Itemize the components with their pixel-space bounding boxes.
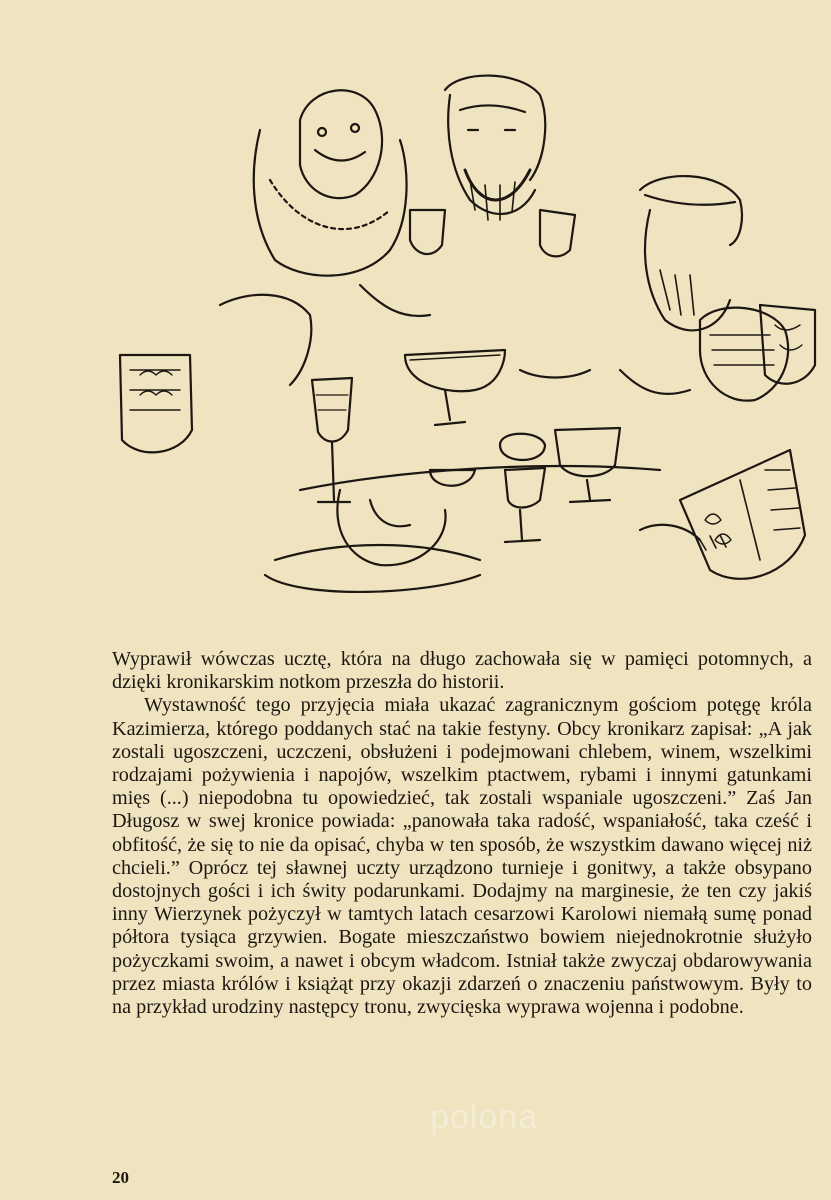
paragraph: Wyprawił wówczas ucztę, która na długo zachowała się w pamięci potomnych, a dzięki kronikarskim notkom przeszła do historii. [112,648,812,694]
feast-scene-icon [100,70,820,610]
paragraph: Wystawność tego przyjęcia miała ukazać zagranicznym gościom potęgę króla Kazimierza, którego poddanych stać na takie festyny. Obcy kronikarz zapisał: „A jak zostali ugoszczeni, uczczeni, obsłużeni i podejmowani chlebem, winem, wszelkimi rodzajami pożywienia i napojów, wszelkim ptactwem, rybami i innymi gatunkami mięs (...) niepodobna tu opowiedzieć, tak zostali wspaniale ugoszczeni.” Zaś Jan Długosz w swej kronice powiada: „panowała taka radość, wspaniałość, taka cześć i obfitość, że się to nie da opisać, chyba w ten sposób, że wszystkim dawano więcej niż chcieli.” Oprócz tej sławnej uczty urządzono turnieje i gonitwy, a także obsypano dostojnych gości i ich świty podarunkami. Dodajmy na marginesie, że ten czy jakiś inny Wierzynek pożyczył w tamtych latach cesarzowi Karolowi niemałą sumę ponad półtora tysiąca grzywien. Bogate mieszczaństwo bowiem niejednokrotnie służyło pożyczkami swoim, a nawet i obcym władcom. Istniał także zwyczaj obdarowywania przez miasta królów i książąt przy okazji zdarzeń o znaczeniu państwowym. Były to na przykład urodziny następcy tronu, zwycięska wyprawa wojenna i podobne. [112,694,812,1019]
feast-illustration [100,70,820,610]
watermark: polona [430,1098,539,1136]
page-number: 20 [112,1168,129,1187]
body-text [112,648,812,1019]
